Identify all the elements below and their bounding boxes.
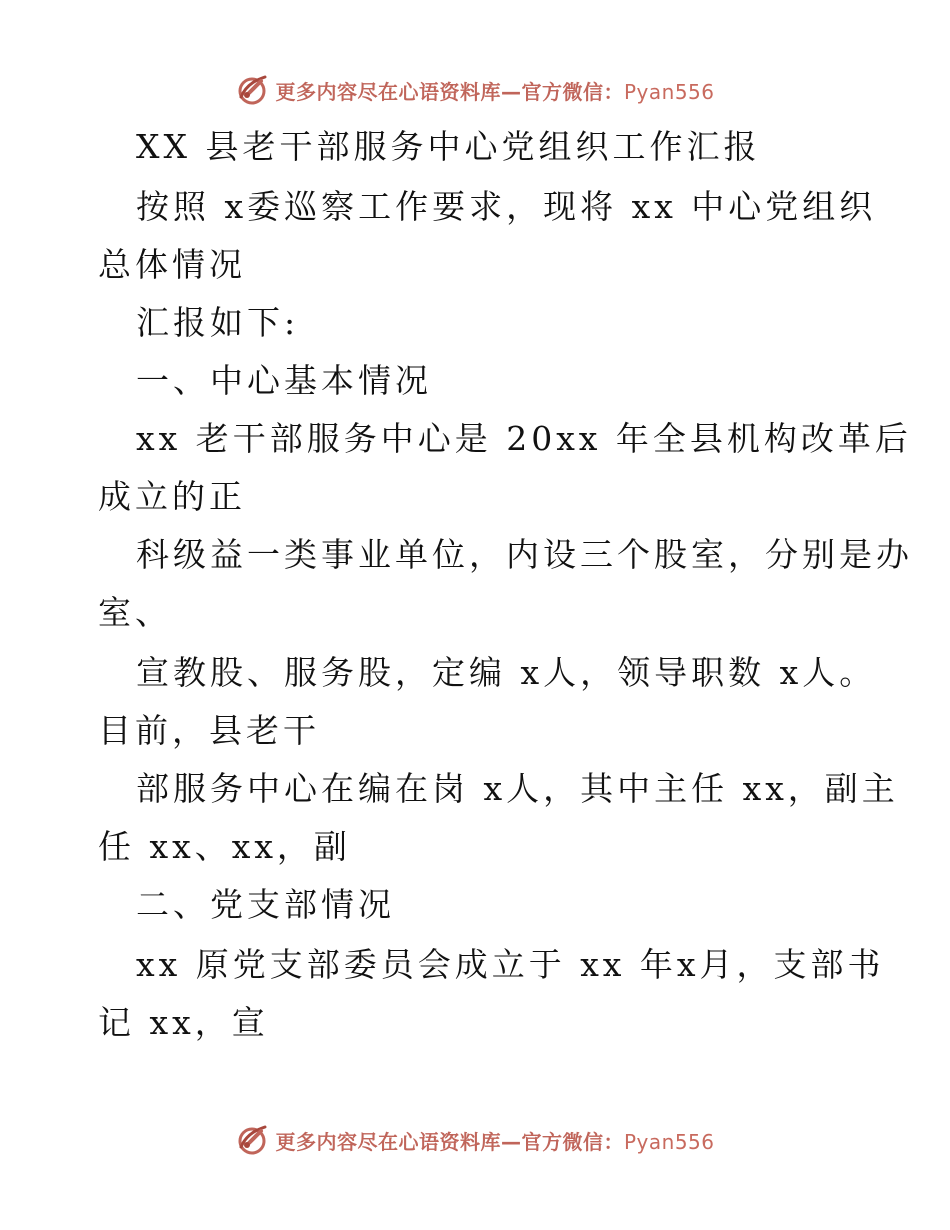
section-heading-2: 二、党支部情况 <box>136 885 395 924</box>
banner-text <box>275 1126 714 1155</box>
paragraph-line: 部服务中心在编在岗 x人，其中主任 xx，副主 <box>136 769 899 808</box>
header-banner <box>0 70 950 110</box>
paragraph-line: 科级益一类事业单位，内设三个股室，分别是办 <box>136 535 913 574</box>
banner-slogan: 更多内容尽在心语资料库—官方微信： <box>275 79 624 104</box>
paragraph-line: 总体情况 <box>98 245 246 284</box>
footer-banner <box>0 1120 950 1160</box>
brush-swirl-logo-icon <box>235 1123 269 1157</box>
banner-text <box>275 76 714 105</box>
paragraph-line: 汇报如下: <box>136 303 300 342</box>
paragraph-line: 记 xx，宣 <box>98 1003 269 1042</box>
banner-slogan: 更多内容尽在心语资料库—官方微信： <box>275 1129 624 1154</box>
paragraph-line: 任 xx、xx，副 <box>98 827 351 866</box>
document-title: XX 县老干部服务中心党组织工作汇报 <box>136 127 761 166</box>
paragraph-line: 目前，县老干 <box>98 711 320 750</box>
paragraph-line: 宣教股、服务股，定编 x人，领导职数 x人。 <box>136 653 877 692</box>
paragraph-line: 按照 x委巡察工作要求，现将 xx 中心党组织 <box>136 187 877 226</box>
paragraph-line: xx 老干部服务中心是 20xx 年全县机构改革后 <box>136 419 912 458</box>
banner-wechat-id: Pyan556 <box>623 79 715 104</box>
banner-wechat-id: Pyan556 <box>623 1129 715 1154</box>
section-heading-1: 一、中心基本情况 <box>136 361 432 400</box>
paragraph-line: 室、 <box>98 593 172 632</box>
paragraph-line: 成立的正 <box>98 477 246 516</box>
paragraph-line: xx 原党支部委员会成立于 xx 年x月，支部书 <box>136 945 885 984</box>
brush-swirl-logo-icon <box>235 73 269 107</box>
